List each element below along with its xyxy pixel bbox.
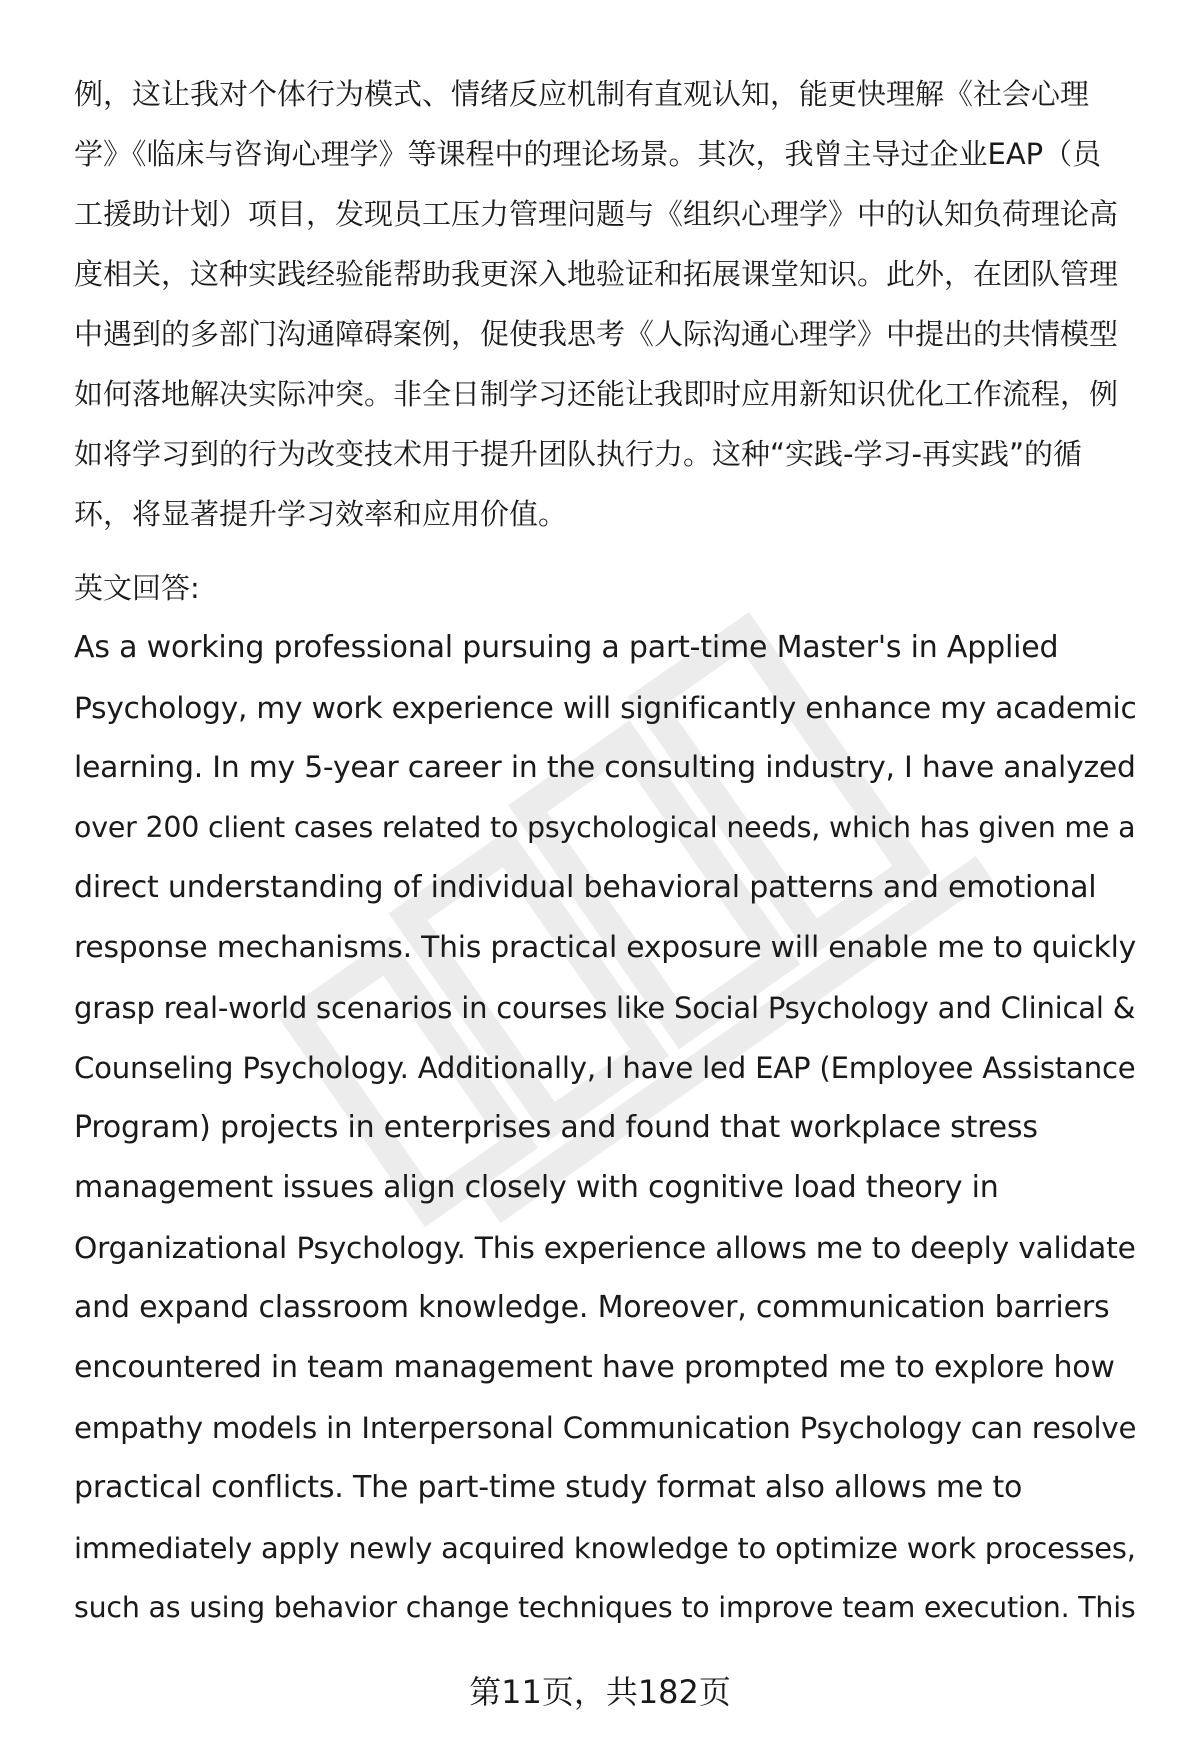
text-line: practical conflicts. The part-time study format also allows me to [74,1470,1023,1505]
text-line: 中遇到的多部门沟通障碍案例，促使我思考《人际沟通心理学》中提出的共情模型 [74,317,1119,351]
chinese-answer-paragraph [74,64,1142,544]
text-line: and expand classroom knowledge. Moreover, communication barriers [74,1290,1110,1325]
text-line: response mechanisms. This practical exposure will enable me to quickly [74,930,1137,965]
text-line: learning. In my 5-year career in the consulting industry, I have analyzed [74,750,1136,785]
text-line: Organizational Psychology. This experience allows me to deeply validate [74,1230,1136,1265]
english-answer-label: 英文回答: [74,571,200,605]
page-number-footer: 第11页，共182页 [469,1673,731,1711]
text-line: grasp real-world scenarios in courses like Social Psychology and Clinical & [74,991,1136,1025]
text-line: 如将学习到的行为改变技术用于提升团队执行力。这种“实践-学习-再实践”的循 [74,437,1082,471]
main-content [74,64,1142,1638]
text-line: 度相关，这种实践经验能帮助我更深入地验证和拓展课堂知识。此外，在团队管理 [74,257,1119,291]
text-line: Psychology, my work experience will significantly enhance my academic [74,691,1137,725]
text-line: As a working professional pursuing a part-time Master's in Applied [74,630,1059,665]
text-line: 如何落地解决实际冲突。非全日制学习还能让我即时应用新知识优化工作流程，例 [74,377,1119,411]
text-line: immediately apply newly acquired knowledge to optimize work processes, [74,1531,1136,1565]
english-answer-paragraph [74,618,1142,1638]
text-line: management issues align closely with cognitive load theory in [74,1170,999,1205]
text-line: Counseling Psychology. Additionally, I have led EAP (Employee Assistance [74,1051,1136,1085]
text-line: 例，这让我对个体行为模式、情绪反应机制有直观认知，能更快理解《社会心理 [74,77,1090,111]
text-line: encountered in team management have prompted me to explore how [74,1350,1115,1385]
text-line: Program) projects in enterprises and found that workplace stress [74,1110,1038,1145]
text-line: direct understanding of individual behavioral patterns and emotional [74,870,1097,905]
text-line: empathy models in Interpersonal Communication Psychology can resolve [74,1411,1137,1445]
text-line: such as using behavior change techniques to improve team execution. This [74,1591,1136,1624]
text-line: 环，将显著提升学习效率和应用价值。 [74,497,568,531]
text-line: over 200 client cases related to psychological needs, which has given me a [74,811,1136,844]
text-line: 工援助计划）项目，发现员工压力管理问题与《组织心理学》中的认知负荷理论高 [74,197,1119,231]
text-line: 学》《临床与咨询心理学》等课程中的理论场景。其次，我曾主导过企业EAP（员 [74,137,1102,171]
